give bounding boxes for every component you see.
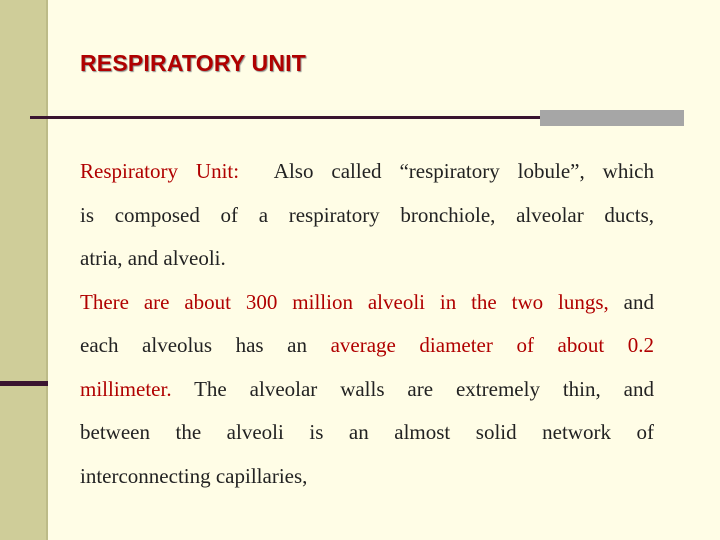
body-line-2: is composed of a respiratory bronchiole, alveolar ducts, xyxy=(80,202,654,227)
body-line-4 xyxy=(80,281,654,325)
body-line-3: atria, and alveoli. xyxy=(80,246,226,270)
highlight-text: millimeter. xyxy=(80,376,172,401)
body-line-1 xyxy=(80,150,654,194)
body-line-8: interconnecting capillaries, xyxy=(80,463,308,488)
body-text-segment: each alveolus has an xyxy=(80,333,307,357)
respiratory-unit-label: Respiratory Unit: xyxy=(80,159,240,183)
slide-title: RESPIRATORY UNIT xyxy=(80,50,306,76)
body-text-segment: and xyxy=(623,289,654,314)
slide-body xyxy=(80,150,654,498)
body-line-7: between the alveoli is an almost solid network of xyxy=(80,420,654,444)
body-text-segment: Also called “respiratory lobule”, which xyxy=(273,159,654,183)
body-line-5 xyxy=(80,324,654,368)
title-divider-accent xyxy=(540,110,684,126)
body-line-6 xyxy=(80,368,654,412)
title-divider xyxy=(30,116,542,119)
sidebar-decoration xyxy=(0,0,48,540)
body-text-segment: The alveolar walls are extremely thin, and xyxy=(194,376,654,401)
sidebar-marker xyxy=(0,381,48,386)
highlight-text: There are about 300 million alveoli in the two lungs, xyxy=(80,289,609,314)
highlight-text: average diameter of about 0.2 xyxy=(330,333,654,357)
